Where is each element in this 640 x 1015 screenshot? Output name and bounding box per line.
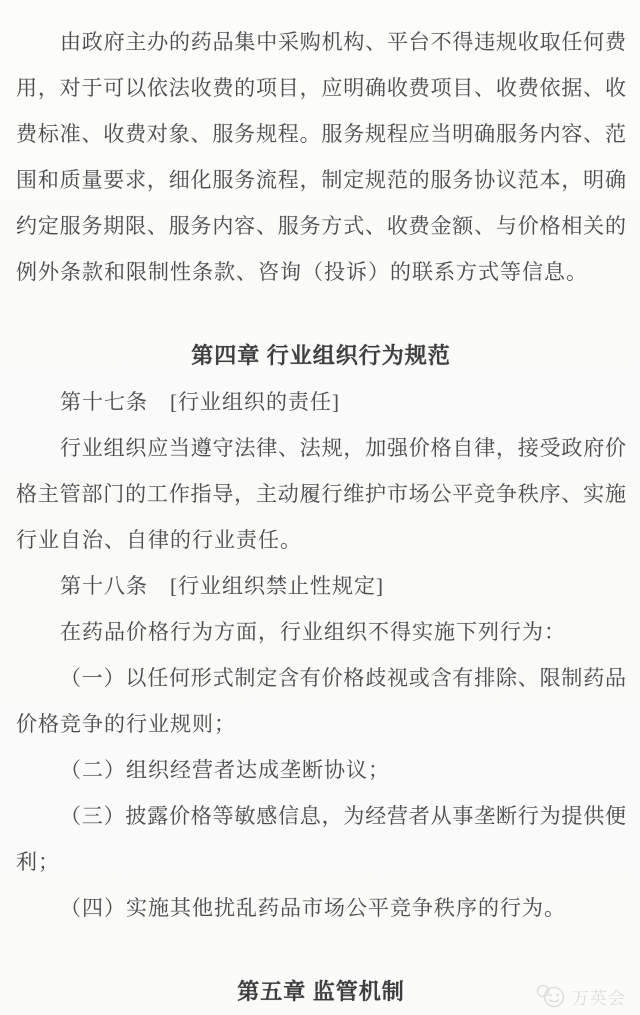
text-line: 围和质量要求，细化服务流程，制定规范的服务协议范本，明确: [16, 168, 626, 192]
text-line: 行业组织应当遵守法律、法规，加强价格自律，接受政府价: [60, 436, 626, 460]
text-line: 由政府主办的药品集中采购机构、平台不得违规收取任何费: [60, 30, 626, 54]
text-line: 费标准、收费对象、服务规程。服务规程应当明确服务内容、范: [16, 122, 626, 146]
chapter-heading: 第五章 监管机制: [237, 979, 405, 1004]
text-line: （四）实施其他扰乱药品市场公平竞争秩序的行为。: [60, 896, 566, 920]
text-line: 价格竞争的行业规则；: [16, 712, 236, 736]
wanyinghui-smiley-bubble-logo-icon: [535, 983, 569, 1009]
text-line: 约定服务期限、服务内容、服务方式、收费金额、与价格相关的: [16, 214, 626, 238]
text-line: 用，对于可以依法收费的项目，应明确收费项目、收费依据、收: [16, 76, 626, 100]
text-line: （一）以任何形式制定含有价格歧视或含有排除、限制药品: [60, 666, 626, 690]
text-line: 利；: [16, 850, 60, 874]
text-line: 例外条款和限制性条款、咨询（投诉）的联系方式等信息。: [16, 260, 588, 284]
text-line: 行业自治、自律的行业责任。: [16, 528, 302, 552]
text-line: 格主管部门的工作指导，主动履行维护市场公平竞争秩序、实施: [16, 482, 626, 506]
watermark-text: 万英会: [572, 988, 626, 1008]
text-line: 第十八条 [行业组织禁止性规定]: [60, 574, 384, 598]
text-line: （二）组织经营者达成垄断协议；: [60, 758, 390, 782]
chapter-heading: 第四章 行业组织行为规范: [191, 343, 451, 368]
text-line: （三）披露价格等敏感信息，为经营者从事垄断行为提供便: [60, 804, 626, 828]
text-line: 在药品价格行为方面，行业组织不得实施下列行为：: [60, 620, 566, 644]
text-line: 第十七条 [行业组织的责任]: [60, 390, 340, 414]
watermark: [535, 983, 626, 1009]
